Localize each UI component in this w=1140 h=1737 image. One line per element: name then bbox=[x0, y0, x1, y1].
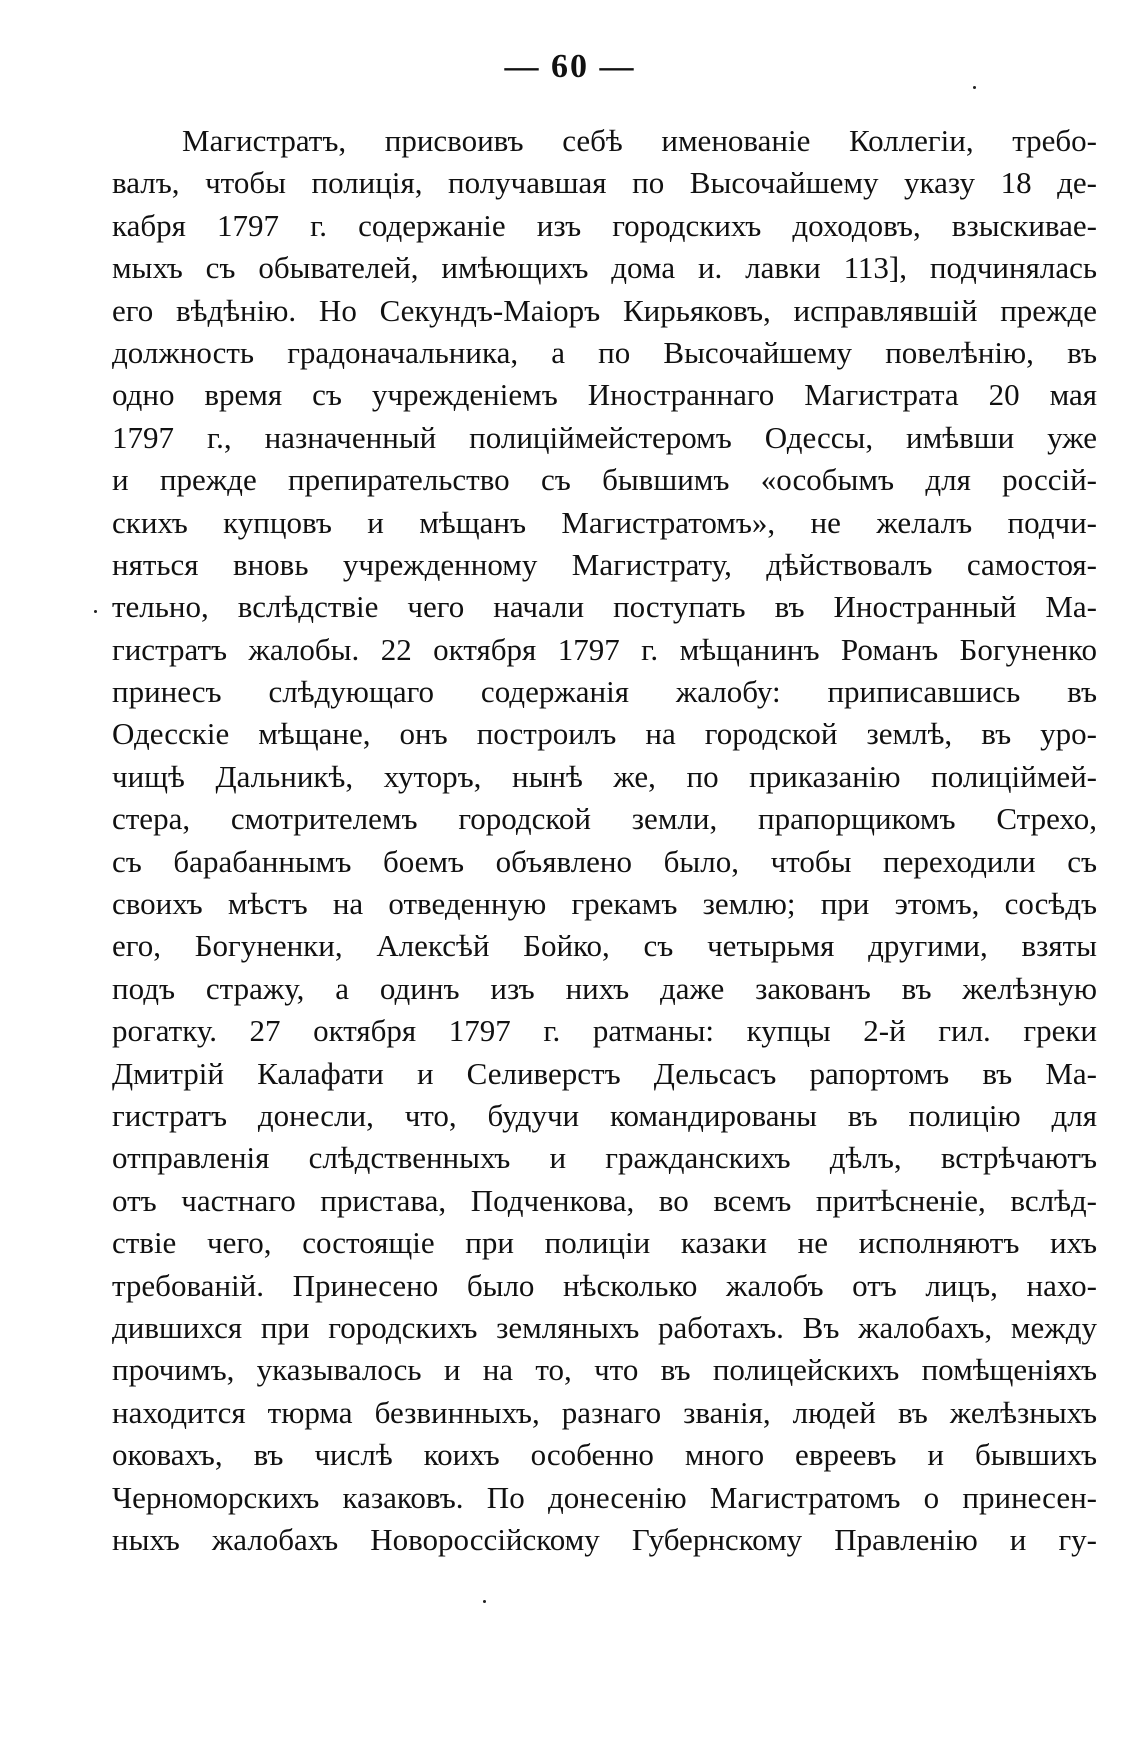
text-line: гистратъ донесли, что, будучи командированы въ полицію для bbox=[112, 1097, 1097, 1133]
text-line: дившихся при городскихъ земляныхъ работахъ. Въ жалобахъ, между bbox=[112, 1309, 1097, 1345]
text-line: и прежде препирательство съ бывшимъ «особымъ для россій- bbox=[112, 462, 1097, 498]
text-line: Магистратъ, присвоивъ себѣ именованіе Коллегіи, требо- bbox=[182, 123, 1097, 158]
print-speck bbox=[973, 86, 976, 89]
text-line: рогатку. 27 октября 1797 г. ратманы: купцы 2-й гил. греки bbox=[112, 1013, 1097, 1049]
text-line: Черноморскихъ казаковъ. По донесенію Магистратомъ о принесен- bbox=[112, 1479, 1097, 1515]
text-line: валъ, чтобы полиція, получавшая по Высочайшему указу 18 де- bbox=[112, 165, 1097, 201]
text-line: отправленія слѣдственныхъ и гражданскихъ дѣлъ, встрѣчаютъ bbox=[112, 1140, 1097, 1176]
text-line: принесъ слѣдующаго содержанія жалобу: приписавшись въ bbox=[112, 674, 1097, 710]
text-line: скихъ купцовъ и мѣщанъ Магистратомъ», не желалъ подчи- bbox=[112, 504, 1097, 540]
text-line: тельно, вслѣдствіе чего начали поступать въ Иностранный Ма- bbox=[112, 589, 1097, 625]
text-line: оковахъ, въ числѣ коихъ особенно много евреевъ и бывшихъ bbox=[112, 1437, 1097, 1473]
text-line: стера, смотрителемъ городской земли, прапорщикомъ Стрехо, bbox=[112, 801, 1097, 837]
text-line: должность градоначальника, а по Высочайшему повелѣнію, въ bbox=[112, 334, 1097, 370]
text-line: 1797 г., назначенный полиціймейстеромъ Одессы, имѣвши уже bbox=[112, 419, 1097, 455]
text-line: одно время съ учрежденіемъ Иностраннаго Магистрата 20 мая bbox=[112, 377, 1097, 413]
text-line: подъ стражу, а одинъ изъ нихъ даже закованъ въ желѣзную bbox=[112, 970, 1097, 1006]
text-line: чищѣ Дальникѣ, хуторъ, нынѣ же, по приказанію полиціймей- bbox=[112, 758, 1097, 794]
text-line: ствіе чего, состоящіе при полиціи казаки не исполняютъ ихъ bbox=[112, 1225, 1097, 1261]
text-line: находится тюрма безвинныхъ, разнаго званія, людей въ желѣзныхъ bbox=[112, 1394, 1097, 1430]
text-line: гистратъ жалобы. 22 октября 1797 г. мѣщанинъ Романъ Богуненко bbox=[112, 631, 1097, 667]
print-speck bbox=[483, 1600, 486, 1603]
text-line: Дмитрій Калафати и Селиверстъ Дельсасъ рапортомъ въ Ма- bbox=[112, 1055, 1097, 1091]
text-line: его, Богуненки, Алексѣй Бойко, съ четырьмя другими, взяты bbox=[112, 928, 1097, 964]
text-line: своихъ мѣстъ на отведенную грекамъ землю; при этомъ, сосѣдъ bbox=[112, 886, 1097, 922]
text-line: съ барабаннымъ боемъ объявлено было, чтобы переходили съ bbox=[112, 843, 1097, 879]
text-line: отъ частнаго пристава, Подченкова, во всемъ притѣсненіе, вслѣд- bbox=[112, 1182, 1097, 1218]
page-number: — 60 — bbox=[504, 48, 636, 85]
text-line: Одесскіе мѣщане, онъ построилъ на городской землѣ, въ уро- bbox=[112, 716, 1097, 752]
text-line: его вѣдѣнію. Но Секундъ-Маіоръ Кирьяковъ, исправлявшій прежде bbox=[112, 292, 1097, 328]
text-line: требованій. Принесено было нѣсколько жалобъ отъ лицъ, нахо- bbox=[112, 1267, 1097, 1303]
text-line: мыхъ съ обывателей, имѣющихъ дома и. лавки 113], подчинялась bbox=[112, 250, 1097, 286]
text-line: ныхъ жалобахъ Новороссійскому Губернскому Правленію и гу- bbox=[112, 1521, 1097, 1557]
text-line: няться вновь учрежденному Магистрату, дѣйствовалъ самостоя- bbox=[112, 546, 1097, 582]
body-text bbox=[112, 120, 1097, 1561]
text-line: прочимъ, указывалось и на то, что въ полицейскихъ помѣщеніяхъ bbox=[112, 1352, 1097, 1388]
text-line: кабря 1797 г. содержаніе изъ городскихъ доходовъ, взыскивае- bbox=[112, 207, 1097, 243]
print-speck bbox=[94, 610, 97, 613]
